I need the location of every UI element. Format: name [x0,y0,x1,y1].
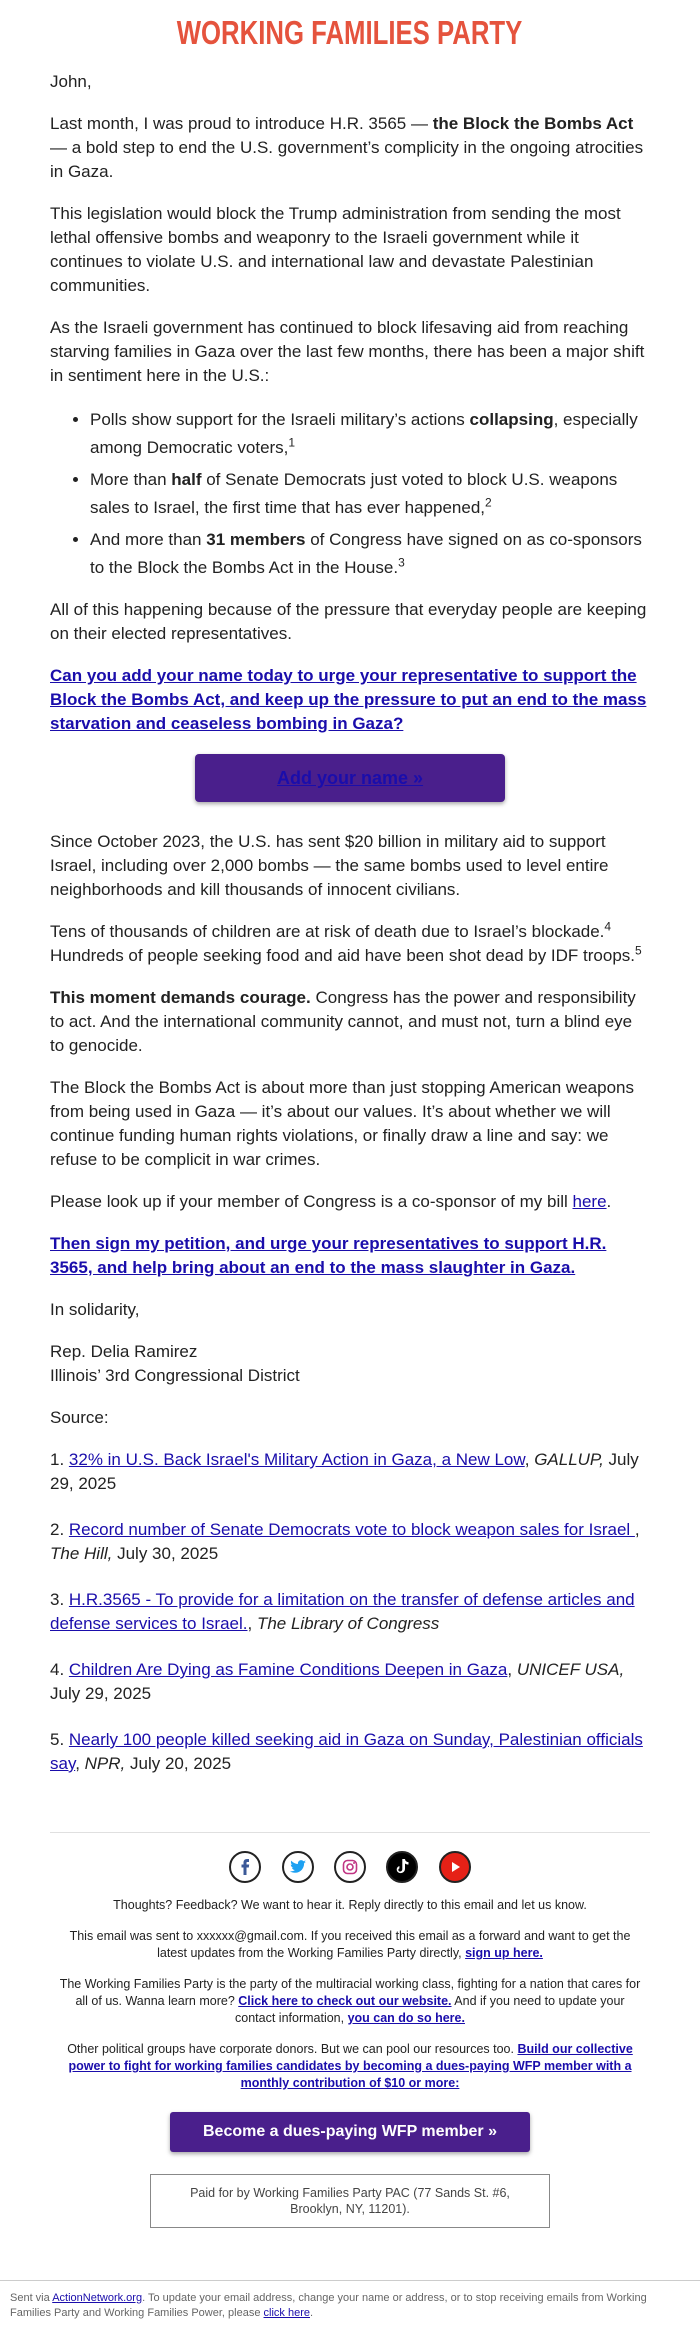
source-label: Source: [50,1408,109,1427]
paragraph-children: Tens of thousands of children are at risk of death due to Israel’s blockade.$^4$ Hundreds of people seeking food and aid have been shot dead by IDF troops.$^5$ [50,919,642,965]
source-item: 2. Record number of Senate Democrats vote to block weapon sales for Israel , The Hill, July 30, 2025 [50,1520,640,1563]
actionnetwork-link[interactable]: ActionNetwork.org [52,2292,143,2304]
email-body [0,70,700,1776]
signoff: In solidarity, [50,1300,140,1319]
wfp-logo[interactable] [0,0,700,70]
here-link[interactable]: here [572,1192,607,1211]
footer-divider [50,1832,650,1833]
donors-text: Other political groups have corporate donors. But we can pool our resources too. Build our collective power to fight for working families candidates by becoming a dues-paying WFP member with a monthly contribution of $10 or more: [67,2042,633,2090]
sign-up-link[interactable]: sign up here. [465,1946,543,1960]
update-contact-link[interactable]: you can do so here. [347,2011,465,2025]
signature-name: Rep. Delia Ramirez [50,1342,198,1361]
source-item: 3. H.R.3565 - To provide for a limitation on the transfer of defense articles and defense services to Israel., The Library of Congress [50,1590,635,1633]
paragraph-values: The Block the Bombs Act is about more than just stopping American weapons from being used in Gaza — it’s about our values. It’s about whether we will continue funding human rights violations, or finally draw a line and say: we refuse to be complicit in war crimes. [50,1078,634,1169]
feedback-text: Thoughts? Feedback? We want to hear it. Reply directly to this email and let us know. [113,1898,587,1912]
signature [50,1340,650,1388]
youtube-icon[interactable] [439,1851,471,1883]
signature-title: Illinois’ 3rd Congressional District [50,1366,300,1385]
about-text: The Working Families Party is the party of the multiracial working class, fighting for a nation that cares for all of us. Wanna learn more? Click here to check out our website. And if you need to update your contact information, you can do so here. [59,1977,641,2025]
list-item: • And more than 31 members of Congress have signed on as co-sponsors to the Block the Bombs Act in the House.$^3$ [90,526,650,582]
cta-link-add-name[interactable]: Can you add your name today to urge your representative to support the Block the Bombs Act, and keep up the pressure to put an end to the mass starvation and ceaseless bombing in Gaza? [50,666,647,733]
paid-for-disclaimer: Paid for by Working Families Party PAC (77 Sands St. #6, Brooklyn, NY, 11201). [150,2174,550,2228]
email-footer [0,1897,700,2228]
source-link[interactable]: H.R.3565 - To provide for a limitation on the transfer of defense articles and defense services to Israel. [50,1590,635,1633]
paragraph-lookup: Please look up if your member of Congress is a co-sponsor of my bill here. [50,1192,612,1211]
facebook-icon[interactable] [229,1851,261,1883]
paragraph-shift: As the Israeli government has continued to block lifesaving aid from reaching starving families in Gaza over the last few months, there has been a major shift in sentiment here in the U.S.: [50,318,645,385]
twitter-icon[interactable] [282,1851,314,1883]
list-item: • More than half of Senate Democrats just voted to block U.S. weapons sales to Israel, the first time that has ever happened,$^2$ [90,466,650,522]
list-item: • Polls show support for the Israeli military’s actions collapsing, especially among Democratic voters,$^1$ [90,406,650,462]
become-member-button[interactable]: Become a dues-paying WFP member » [170,2112,530,2152]
paragraph-intro: Last month, I was proud to introduce H.R. 3565 — the Block the Bombs Act — a bold step to end the U.S. government’s complicity in the ongoing atrocities in Gaza. [50,114,644,181]
social-links [0,1851,700,1883]
source-link[interactable]: Nearly 100 people killed seeking aid in Gaza on Sunday, Palestinian officials say [50,1730,643,1773]
paragraph-courage: This moment demands courage. Congress has the power and responsibility to act. And the international community cannot, and must not, turn a blind eye to genocide. [50,988,636,1055]
membership-link[interactable]: Build our collective power to fight for working families candidates by becoming a dues-paying WFP member with a monthly contribution of $10 or more: [68,2042,633,2090]
source-item: 1. 32% in U.S. Back Israel's Military Action in Gaza, a New Low, GALLUP, July 29, 2025 [50,1450,639,1493]
source-link[interactable]: Children Are Dying as Famine Conditions Deepen in Gaza [68,1660,508,1679]
facts-list [90,406,650,582]
instagram-icon[interactable] [334,1851,366,1883]
paragraph-legislation: This legislation would block the Trump administration from sending the most lethal offensive bombs and weaponry to the Israeli government while it continues to violate U.S. and international law and devastate Palestinian communities. [50,204,621,295]
unsubscribe-link[interactable]: click here [263,2307,310,2319]
source-link[interactable]: 32% in U.S. Back Israel's Military Action in Gaza, a New Low [68,1450,525,1469]
unsubscribe-bar: Sent via ActionNetwork.org. To update your email address, change your name or address, or to stop receiving emails from Working Families Party and Working Families Power, please click here. [0,2280,700,2321]
source-link[interactable]: Record number of Senate Democrats vote to block weapon sales for Israel [68,1520,635,1539]
source-item: 4. Children Are Dying as Famine Conditions Deepen in Gaza, UNICEF USA, July 29, 2025 [50,1660,625,1703]
greeting: John, [50,72,92,91]
sent-to-text: This email was sent to xxxxxx@gmail.com. If you received this email as a forward and want to get the latest updates from the Working Families Party directly, sign up here. [69,1929,631,1960]
website-link[interactable]: Click here to check out our website. [238,1994,452,2008]
paragraph-aid: Since October 2023, the U.S. has sent $20 billion in military aid to support Israel, including over 2,000 bombs — the same bombs used to level entire neighborhoods and kill thousands of innocent civilians. [50,832,609,899]
tiktok-icon[interactable] [386,1851,418,1883]
cta-link-petition[interactable]: Then sign my petition, and urge your representatives to support H.R. 3565, and help bring about an end to the mass slaughter in Gaza. [50,1234,607,1277]
source-item: 5. Nearly 100 people killed seeking aid in Gaza on Sunday, Palestinian officials say, NPR, July 20, 2025 [50,1730,643,1773]
sources-list [50,1448,650,1776]
wfp-logo-text: WORKING FAMILIES PARTY [177,14,523,51]
paragraph-pressure: All of this happening because of the pressure that everyday people are keeping on their elected representatives. [50,600,647,643]
add-name-button[interactable]: Add your name » [195,754,505,802]
